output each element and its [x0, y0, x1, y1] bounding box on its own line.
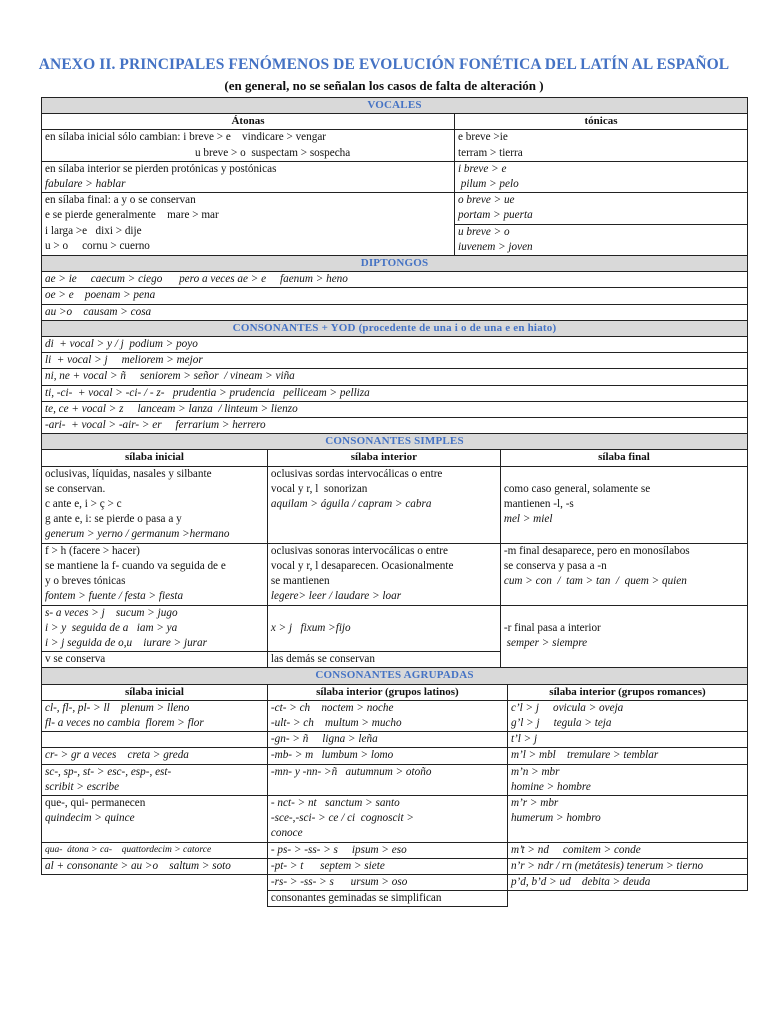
yod-row: ni, ne + vocal > ñ seniorem > señor / vineam > viña [45, 370, 295, 383]
cell-line: cr- > gr a veces creta > greda [45, 749, 189, 762]
col-agr-romances: sílaba interior (grupos romances) [507, 684, 747, 700]
page-title: ANEXO II. PRINCIPALES FENÓMENOS DE EVOLUCIÓN FONÉTICA DEL LATÍN AL ESPAÑOL [38, 56, 730, 73]
cell-line: u > o cornu > cuerno [45, 239, 150, 252]
agrupadas-table [41, 667, 748, 907]
cell-line: sc-, sp-, st- > esc-, esp-, est- [45, 765, 172, 778]
cell-line: oclusivas sonoras intervocálicas o entre [270, 544, 448, 557]
agrupadas-band: CONSONANTES AGRUPADAS [42, 668, 748, 684]
cell-line: m’t > nd comitem > conde [510, 843, 641, 856]
cell-line: i > y seguida de a iam > ya [45, 621, 178, 634]
yod-table [41, 320, 748, 434]
cell-line: fontem > fuente / festa > fiesta [45, 590, 184, 603]
cell-line: oclusivas, líquidas, nasales y silbante [45, 467, 212, 480]
cell-line: -sce-,-sci- > ce / ci cognoscit > [270, 812, 414, 825]
cell-line: o breve > ue [458, 194, 515, 207]
cell-line: x > j fixum >fijo [270, 621, 351, 634]
cell-line: homine > hombre [510, 780, 591, 793]
cell-line: -mb- > m lumbum > lomo [270, 749, 394, 762]
cell-line: g’l > j tegula > teja [510, 716, 612, 729]
col-silaba-final: sílaba final [500, 450, 747, 466]
cell-line: en sílaba inicial sólo cambian: i breve > e vindicare > vengar [45, 131, 327, 144]
cell-line: -mn- y -nn- >ñ autumnum > otoño [270, 765, 432, 778]
cell-line: legere> leer / laudare > loar [270, 590, 402, 603]
yod-band: CONSONANTES + YOD (procedente de una i o de una e en hiato) [42, 320, 748, 336]
yod-row: li + vocal > j meliorem > mejor [45, 354, 203, 367]
cell-line: u breve > o [458, 225, 510, 238]
cell-line: e breve >ie [458, 131, 508, 144]
diptongo-row: ae > ie caecum > ciego pero a veces ae > e faenum > heno [45, 273, 348, 286]
cell-line: c’l > j ovicula > oveja [510, 701, 624, 714]
cell-line: pilum > pelo [458, 178, 519, 191]
cell-line: humerum > hombro [510, 812, 601, 825]
col-tonicas: tónicas [455, 114, 748, 130]
diptongo-row: au >o causam > cosa [45, 305, 152, 318]
cell-line: m’r > mbr [510, 796, 559, 809]
cell-line: aquilam > águila / capram > cabra [270, 498, 432, 511]
cell-line: fabulare > hablar [45, 178, 126, 191]
yod-row: ti, -ci- + vocal > -ci- / - z- prudentia > prudencia pelliceam > pelliza [45, 386, 370, 399]
yod-row: di + vocal > y / j podium > poyo [45, 338, 198, 351]
cell-line: i larga >e dixi > dije [45, 224, 142, 237]
cell-line: y o breves tónicas [45, 575, 126, 588]
cell-line: como caso general, solamente se [503, 482, 651, 495]
col-silaba-interior: sílaba interior [267, 450, 500, 466]
cell-line: generum > yerno / germanum >hermano [45, 528, 230, 541]
cell-line: -gn- > ñ ligna > leña [270, 733, 378, 746]
cell-line: se conservan. [45, 482, 106, 495]
cell-line: -m final desaparece, pero en monosílabos [503, 544, 690, 557]
cell-line: quindecim > quince [45, 812, 135, 825]
cell-line: al + consonante > au >o saltum > soto [45, 859, 231, 872]
cell-line: mel > miel [503, 513, 553, 526]
cell-line [45, 732, 264, 747]
cell-line: u breve > o suspectam > sospecha [195, 146, 351, 159]
cell-line: -ult- > ch multum > mucho [270, 716, 402, 729]
cell-line: en sílaba interior se pierden protónicas y postónicas [45, 162, 277, 175]
diptongos-band: DIPTONGOS [42, 256, 748, 272]
cell-line: se mantiene la f- cuando va seguida de e [45, 559, 226, 572]
vocales-band: VOCALES [42, 98, 748, 114]
cell-line: oclusivas sordas intervocálicas o entre [270, 467, 443, 480]
cell-line: i > j seguida de o,u iurare > jurar [45, 636, 207, 649]
cell-line: c ante e, i > ç > c [45, 498, 122, 511]
cell-line: que-, qui- permanecen [45, 796, 146, 809]
cell-line: conoce [270, 827, 303, 840]
col-atonas: Átonas [42, 114, 455, 130]
cell-line: p’d, b’d > ud debita > deuda [510, 875, 651, 888]
cell-line: -rs- > -ss- > s ursum > oso [270, 875, 408, 888]
cell-line [511, 891, 745, 906]
cell-line: f > h (facere > hacer) [45, 544, 140, 557]
cell-line: cl-, fl-, pl- > ll plenum > lleno [45, 701, 190, 714]
diptongos-table [41, 255, 748, 321]
cell-line: fl- a veces no cambia florem > flor [45, 716, 204, 729]
cell-line: semper > siempre [503, 637, 588, 650]
cell-line: - ps- > -ss- > s ipsum > eso [270, 843, 407, 856]
cell-line: vocal y r, l desaparecen. Ocasionalmente [270, 559, 454, 572]
vocales-row [42, 161, 748, 192]
cell-line: s- a veces > j sucum > jugo [45, 606, 178, 619]
cell-line: las demás se conservan [270, 653, 375, 666]
cell-line [45, 875, 264, 890]
cell-line: -ct- > ch noctem > noche [270, 701, 394, 714]
vocales-row [42, 193, 748, 224]
cell-line: g ante e, i: se pierde o pasa a y [45, 513, 182, 526]
col-agr-inicial: sílaba inicial [42, 684, 268, 700]
cell-line: m’n > mbr [510, 765, 560, 778]
cell-line: - nct- > nt sanctum > santo [270, 796, 400, 809]
cell-line: en sílaba final: a y o se conservan [45, 194, 196, 207]
yod-row: te, ce + vocal > z lanceam > lanza / linteum > lienzo [45, 402, 298, 415]
col-agr-latinos: sílaba interior (grupos latinos) [267, 684, 507, 700]
cell-line: portam > puerta [458, 209, 533, 222]
cell-line: e se pierde generalmente mare > mar [45, 209, 219, 222]
cell-line: mantienen -l, -s [503, 498, 574, 511]
phonetics-sheet [41, 97, 748, 907]
cell-line: vocal y r, l sonorizan [270, 482, 368, 495]
cell-line: t’l > j [510, 733, 538, 746]
cell-line: v se conserva [45, 653, 106, 666]
cell-line: scribit > escribe [45, 780, 120, 793]
vocales-table [41, 97, 748, 256]
cell-line: iuvenem > joven [458, 240, 533, 253]
diptongo-row: oe > e poenam > pena [45, 289, 156, 302]
yod-row: -ari- + vocal > -air- > er ferrarium > herrero [45, 419, 266, 432]
cell-line: -pt- > t septem > siete [270, 859, 385, 872]
cell-line: -r final pasa a interior [503, 622, 601, 635]
vocales-row [42, 130, 748, 161]
page-subtitle: (en general, no se señalan los casos de falta de alteración ) [224, 78, 544, 93]
cell-line: i breve > e [458, 162, 507, 175]
simples-table [41, 433, 748, 668]
simples-band: CONSONANTES SIMPLES [42, 434, 748, 450]
cell-line: qua- átona > ca- quattordecim > catorce [45, 844, 212, 855]
cell-line: n’r > ndr / rn (metátesis) tenerum > tierno [510, 859, 704, 872]
cell-line: m’l > mbl tremulare > temblar [510, 749, 659, 762]
cell-line: terram > tierra [458, 146, 523, 159]
cell-line: se conserva y pasa a -n [503, 559, 607, 572]
cell-line: cum > con / tam > tan / quem > quien [503, 575, 687, 588]
cell-line: se mantienen [270, 575, 330, 588]
col-silaba-inicial: sílaba inicial [42, 450, 268, 466]
cell-line: consonantes geminadas se simplifican [270, 892, 442, 905]
